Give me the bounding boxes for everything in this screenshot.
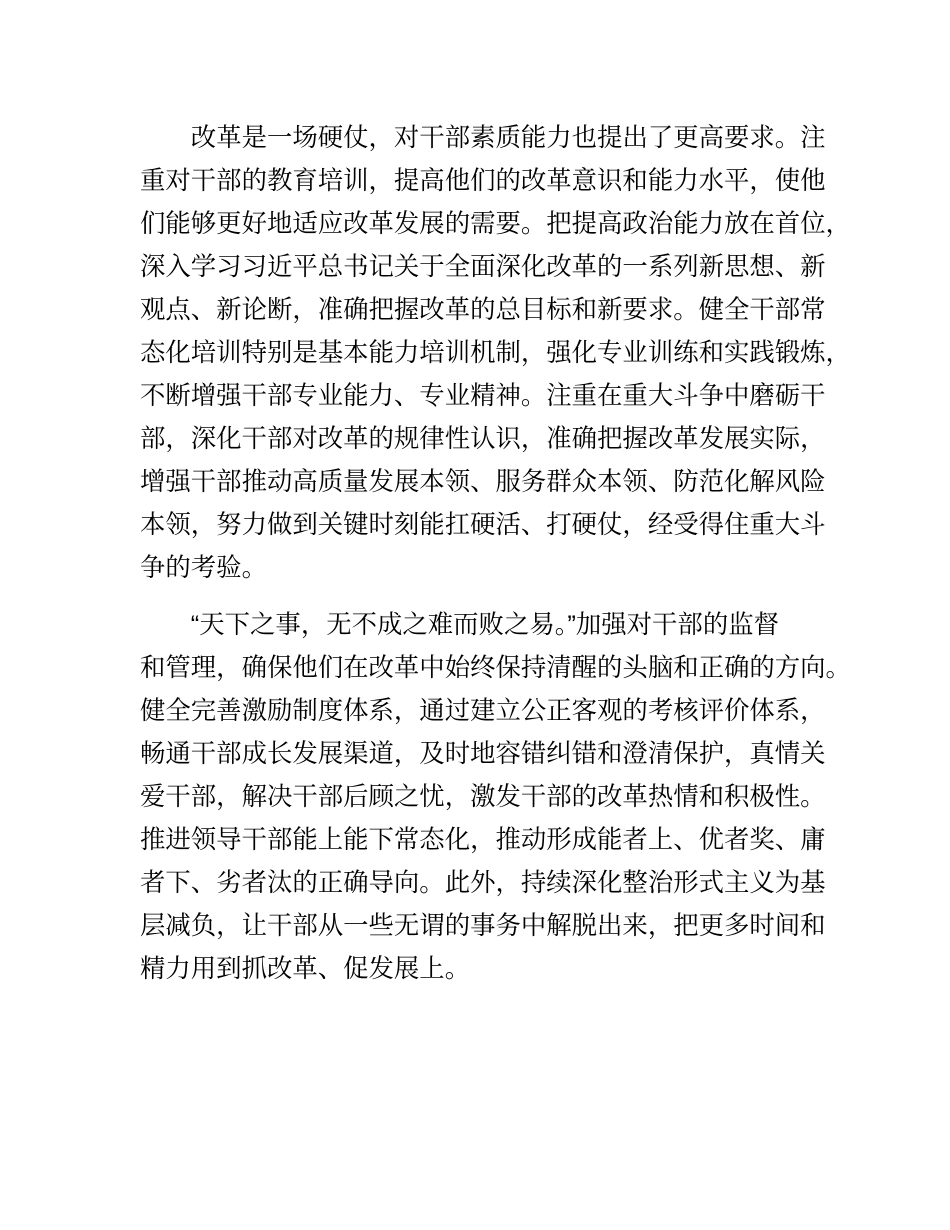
text-line: 态化培训特别是基本能力培训机制，强化专业训练和实践锻炼，	[140, 339, 851, 367]
text-line: 不断增强干部专业能力、专业精神。注重在重大斗争中磨砺干	[140, 382, 826, 410]
text-line: 层减负，让干部从一些无谓的事务中解脱出来，把更多时间和	[140, 912, 826, 940]
text-line: 和管理，确保他们在改革中始终保持清醒的头脑和正确的方向。	[140, 654, 851, 682]
document-body	[140, 117, 851, 991]
text-line: 重对干部的教育培训，提高他们的改革意识和能力水平，使他	[140, 167, 826, 195]
text-line: 推进领导干部能上能下常态化，推动形成能者上、优者奖、庸	[140, 826, 826, 854]
text-line: 健全完善激励制度体系，通过建立公正客观的考核评价体系，	[140, 697, 826, 725]
text-line: 增强干部推动高质量发展本领、服务群众本领、防范化解风险	[140, 468, 826, 496]
text-line: 深入学习习近平总书记关于全面深化改革的一系列新思想、新	[140, 253, 826, 281]
text-line: 部，深化干部对改革的规律性认识，准确把握改革发展实际，	[140, 425, 826, 453]
text-line: 精力用到抓改革、促发展上。	[140, 955, 471, 983]
text-line: 争的考验。	[140, 554, 267, 582]
text-line: 本领，努力做到关键时刻能扛硬活、打硬仗，经受得住重大斗	[140, 511, 826, 539]
paragraph	[140, 604, 851, 991]
text-line: “天下之事，无不成之难而败之易。”加强对干部的监督	[190, 611, 779, 639]
text-line: 改革是一场硬仗，对干部素质能力也提出了更高要求。注	[190, 124, 826, 152]
text-line: 爱干部，解决干部后顾之忧，激发干部的改革热情和积极性。	[140, 783, 826, 811]
text-line: 者下、劣者汰的正确导向。此外，持续深化整治形式主义为基	[140, 869, 826, 897]
text-line: 们能够更好地适应改革发展的需要。把提高政治能力放在首位，	[140, 210, 851, 238]
text-line: 观点、新论断，准确把握改革的总目标和新要求。健全干部常	[140, 296, 826, 324]
text-line: 畅通干部成长发展渠道，及时地容错纠错和澄清保护，真情关	[140, 740, 826, 768]
paragraph	[140, 117, 851, 590]
